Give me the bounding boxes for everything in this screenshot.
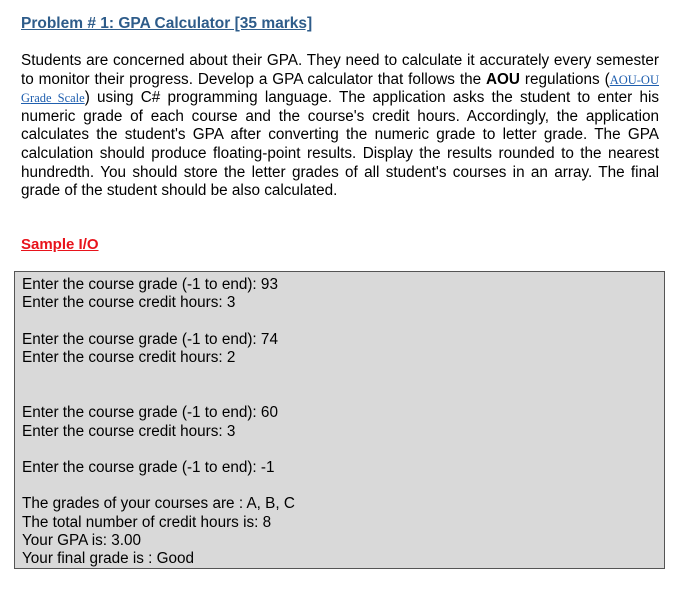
problem-description	[21, 52, 659, 201]
io-line-5: Enter the course grade (-1 to end): 60	[22, 404, 278, 421]
problem-heading: Problem # 1: GPA Calculator [35 marks]	[21, 15, 313, 32]
io-line-2: Enter the course credit hours: 3	[22, 294, 236, 311]
description-text-part-3: ) using C# programming language. The application asks the student to enter his numeric grade of each course and the course's credit hours. Accordingly, the application calculates the student's GPA after converting the numeric grade to letter grade. The GPA calculation should produce floating-point results. Display the results rounded to the nearest hundredth. You should store the letter grades of all student's courses in an array. The final grade of the student should be also calculated.	[21, 89, 659, 200]
description-text-part-2: regulations (	[519, 70, 610, 88]
aou-bold-text: AOU	[485, 70, 520, 88]
sample-io-title: Sample I/O	[21, 236, 99, 253]
io-line-6: Enter the course credit hours: 3	[22, 423, 236, 440]
io-line-8: The grades of your courses are : A, B, C	[22, 495, 295, 512]
io-line-3: Enter the course grade (-1 to end): 74	[22, 331, 278, 348]
grade-scale-link[interactable]: AOU-OU Grade Scale	[21, 72, 659, 106]
io-line-11: Your final grade is : Good	[22, 550, 195, 567]
io-line-10: Your GPA is: 3.00	[22, 532, 142, 549]
io-line-9: The total number of credit hours is: 8	[22, 514, 272, 531]
io-line-4: Enter the course credit hours: 2	[22, 349, 236, 366]
io-line-7: Enter the course grade (-1 to end): -1	[22, 459, 275, 476]
description-text-part-1: Students are concerned about their GPA. They need to calculate it accurately every semester to monitor their progress. Develop a GPA calculator that follows the	[21, 52, 659, 88]
io-line-1: Enter the course grade (-1 to end): 93	[22, 276, 278, 293]
sample-io-box	[14, 271, 665, 569]
